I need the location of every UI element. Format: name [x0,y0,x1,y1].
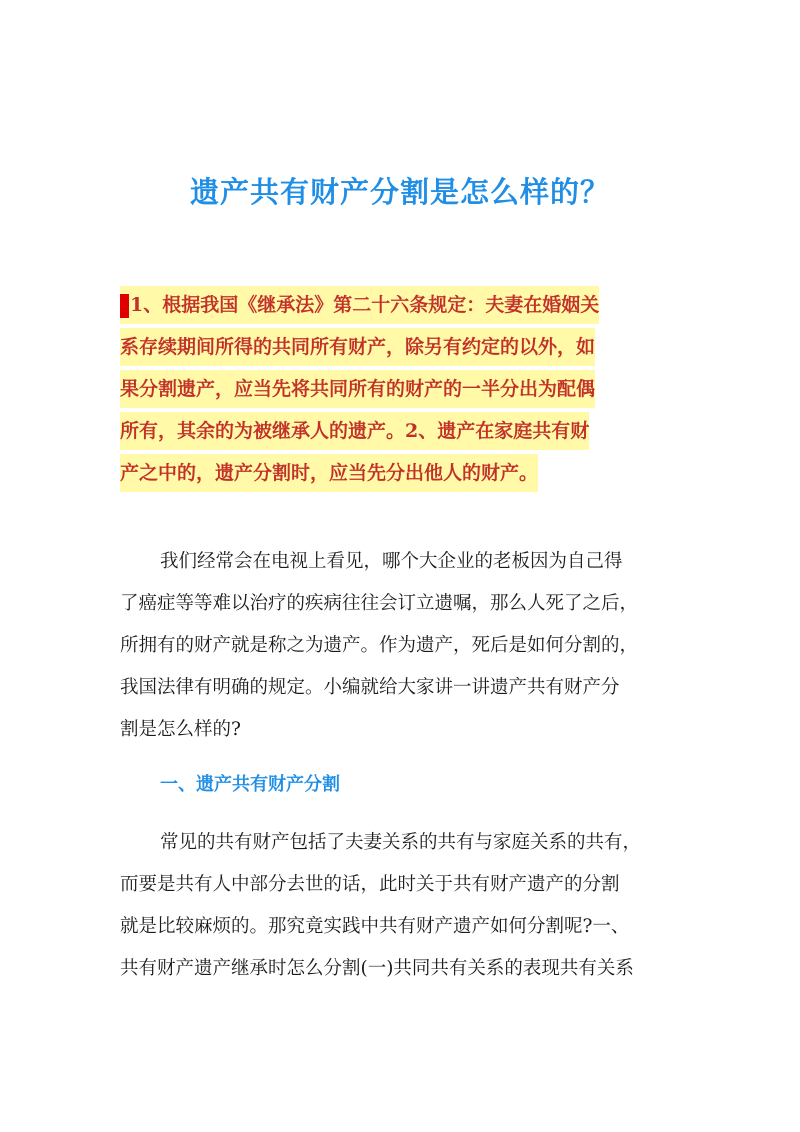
paragraph-line: 所拥有的财产就是称之为遗产。作为遗产，死后是如何分割的， [120,635,639,656]
section-heading: 一、遗产共有财产分割 [160,774,340,795]
paragraph-line: 割是怎么样的? [120,719,241,740]
summary-line: 果分割遗产，应当先将共同所有的财产的一半分出为配偶 [120,370,595,408]
page-title: 遗产共有财产分割是怎么样的？ [189,175,610,209]
paragraph-line: 我国法律有明确的规定。小编就给大家讲一讲遗产共有财产分 [120,677,620,698]
summary-highlight-block [120,286,680,496]
red-marker-icon [120,294,129,318]
paragraph-line: 了癌症等等难以治疗的疾病往往会订立遗嘱，那么人死了之后， [120,593,639,614]
intro-paragraph [120,541,680,751]
summary-line-text: 1、根据我国《继承法》第二十六条规定：夫妻在婚姻关 [130,294,600,316]
summary-line: 系存续期间所得的共同所有财产，除另有约定的以外，如 [120,328,595,366]
paragraph-line: 常见的共有财产包括了夫妻关系的共有与家庭关系的共有， [160,832,642,853]
paragraph-line: 我们经常会在电视上看见，哪个大企业的老板因为自己得 [160,551,623,572]
summary-line [120,286,599,324]
paragraph-line: 共有财产遗产继承时怎么分割(一)共同共有关系的表现共有关系 [120,958,634,979]
paragraph-line: 而要是共有人中部分去世的话，此时关于共有财产遗产的分割 [120,874,620,895]
paragraph-line: 就是比较麻烦的。那究竟实践中共有财产遗产如何分割呢?一、 [120,916,630,937]
summary-line: 产之中的，遗产分割时，应当先分出他人的财产。 [120,454,538,492]
summary-line: 所有，其余的为被继承人的遗产。2、遗产在家庭共有财 [120,412,589,450]
section-paragraph [120,822,680,990]
